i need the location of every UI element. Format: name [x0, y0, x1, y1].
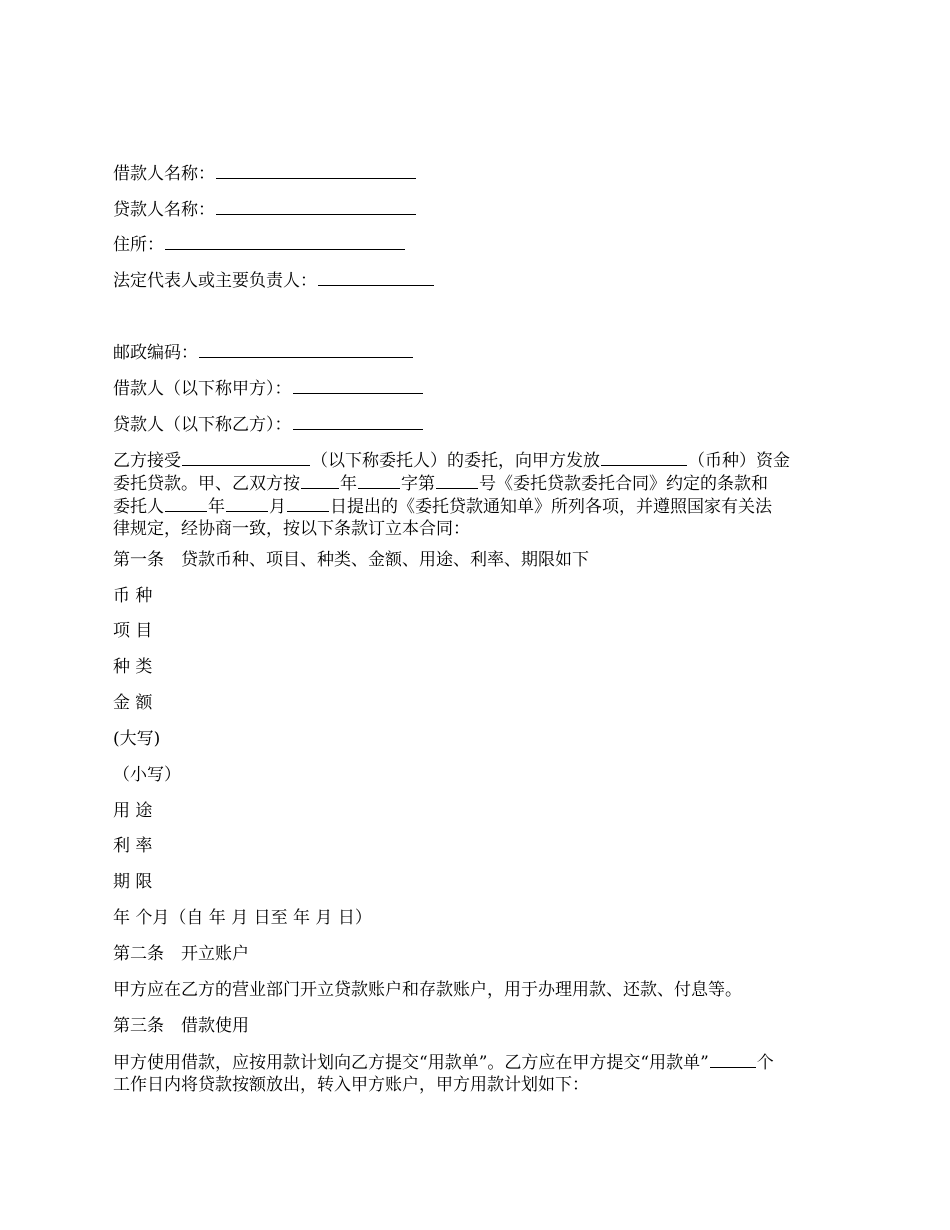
intro-text: 委托人	[113, 497, 164, 517]
legal-rep-label: 法定代表人或主要负责人：	[113, 271, 317, 291]
legal-rep-blank[interactable]	[318, 269, 434, 286]
intro-text: （币种）资金	[688, 451, 790, 471]
borrower-name-row	[113, 162, 417, 185]
lender-name-label: 贷款人名称：	[113, 200, 215, 220]
notice-month-blank[interactable]	[226, 495, 268, 512]
party-b-row	[113, 413, 424, 436]
address-row	[113, 233, 406, 256]
lender-name-row	[113, 198, 417, 221]
article-3-line-2: 工作日内将贷款按额放出，转入甲方账户，甲方用款计划如下：	[113, 1075, 589, 1095]
party-b-label: 贷款人（以下称乙方）：	[113, 415, 292, 435]
intro-line-1	[113, 449, 837, 472]
intro-text: 字第	[401, 474, 435, 494]
postcode-row	[113, 341, 414, 364]
intro-text: 年	[340, 474, 357, 494]
amount-lower-field: （小写）	[113, 765, 181, 785]
legal-rep-row	[113, 269, 435, 292]
article-3-body	[113, 1051, 837, 1096]
intro-paragraph	[113, 449, 837, 540]
borrower-name-label: 借款人名称：	[113, 164, 215, 184]
article-3-title: 第三条 借款使用	[113, 1016, 249, 1036]
intro-text: 日提出的《委托贷款通知单》所列各项，并遵照国家有关法	[330, 497, 772, 517]
intro-text: 号《委托贷款委托合同》约定的条款和	[479, 474, 768, 494]
intro-text: 月	[269, 497, 286, 517]
article-3-line-1	[113, 1051, 837, 1074]
article-2-body: 甲方应在乙方的营业部门开立贷款账户和存款账户，用于办理用款、还款、付息等。	[113, 980, 742, 1000]
purpose-field: 用 途	[113, 801, 153, 821]
postcode-blank[interactable]	[199, 341, 413, 358]
postcode-label: 邮政编码：	[113, 343, 198, 363]
intro-text: （以下称委托人）的委托，向甲方发放	[311, 451, 600, 471]
trustor-blank[interactable]	[182, 449, 310, 466]
lender-name-blank[interactable]	[216, 198, 416, 215]
contract-number-blank[interactable]	[436, 472, 478, 489]
contract-year-blank[interactable]	[301, 472, 339, 489]
intro-text: 年	[208, 497, 225, 517]
party-a-label: 借款人（以下称甲方）：	[113, 379, 292, 399]
party-a-row	[113, 377, 424, 400]
contract-word-blank[interactable]	[358, 472, 400, 489]
intro-line-3	[113, 495, 837, 518]
article-3-text: 甲方使用借款，应按用款计划向乙方提交“用款单”。乙方应在甲方提交“用款单”	[113, 1053, 709, 1073]
party-b-blank[interactable]	[293, 413, 423, 430]
address-label: 住所：	[113, 235, 164, 255]
article-2-title: 第二条 开立账户	[113, 944, 249, 964]
intro-text: 委托贷款。甲、乙双方按	[113, 474, 300, 494]
amount-field: 金 额	[113, 693, 153, 713]
currency-blank[interactable]	[601, 449, 687, 466]
term-detail: 年 个月（自 年 月 日至 年 月 日）	[113, 908, 372, 928]
notice-year-blank[interactable]	[165, 495, 207, 512]
term-field: 期 限	[113, 872, 153, 892]
intro-text: 乙方接受	[113, 451, 181, 471]
party-a-blank[interactable]	[293, 377, 423, 394]
intro-line-4: 律规定，经协商一致，按以下条款订立本合同：	[113, 519, 470, 539]
article-1-title: 第一条 贷款币种、项目、种类、金额、用途、利率、期限如下	[113, 550, 589, 570]
currency-field: 币 种	[113, 586, 153, 606]
amount-upper-field: (大写)	[113, 729, 161, 749]
working-days-blank[interactable]	[710, 1051, 756, 1068]
address-blank[interactable]	[165, 233, 405, 250]
rate-field: 利 率	[113, 836, 153, 856]
article-3-text: 个	[756, 1053, 774, 1073]
notice-day-blank[interactable]	[287, 495, 329, 512]
type-field: 种 类	[113, 657, 153, 677]
intro-line-2	[113, 472, 837, 495]
project-field: 项 目	[113, 621, 153, 641]
borrower-name-blank[interactable]	[216, 162, 416, 179]
